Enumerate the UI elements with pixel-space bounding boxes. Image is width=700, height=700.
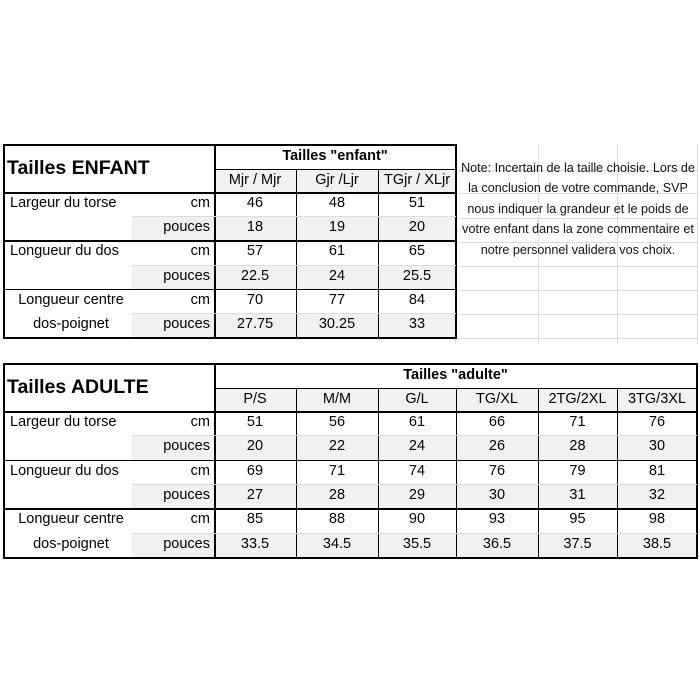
value-in: 24	[328, 267, 346, 284]
table-border	[214, 169, 456, 170]
grid-line	[455, 290, 698, 291]
size-label: P/S	[243, 391, 267, 407]
value-in: 22	[328, 438, 346, 455]
value-in: 24	[408, 438, 426, 455]
value-cm: 61	[408, 414, 426, 430]
value-in: 38.5	[642, 535, 672, 552]
value-in: 26	[488, 438, 506, 455]
table-border	[617, 388, 618, 557]
value-cm: 93	[488, 511, 506, 528]
row-label: Largeur du torse	[10, 195, 117, 211]
value-in: 30.25	[318, 316, 356, 332]
value-cm: 71	[569, 414, 586, 430]
value-cm: 95	[569, 511, 586, 528]
value-in: 22.5	[240, 267, 270, 284]
value-cm: 48	[328, 195, 346, 211]
size-label: Mjr / Mjr	[228, 172, 282, 188]
value-in: 30	[488, 486, 506, 503]
row-label: dos-poignet	[33, 316, 109, 332]
size-label: G/L	[405, 391, 429, 407]
unit-cm: cm	[190, 511, 210, 528]
row-label: Longueur centre	[18, 511, 124, 528]
value-cm: 70	[246, 291, 264, 308]
table-border	[3, 337, 456, 339]
value-in: 27	[246, 486, 264, 503]
value-in: 29	[408, 486, 426, 503]
value-in: 31	[569, 486, 586, 503]
size-label: TGjr / XLjr	[383, 172, 451, 188]
grid-line	[132, 484, 697, 485]
value-cm: 98	[648, 511, 666, 528]
row-label: Longueur du dos	[10, 462, 119, 479]
table-border	[3, 144, 456, 146]
table-border	[3, 289, 456, 291]
unit-cm: cm	[190, 414, 210, 430]
value-cm: 57	[246, 243, 264, 260]
table-title: Tailles ADULTE	[7, 376, 149, 398]
table-title: Tailles ENFANT	[7, 157, 150, 179]
table-border	[214, 388, 697, 389]
table-border	[296, 388, 297, 557]
table-border	[456, 388, 457, 557]
size-label: 2TG/2XL	[548, 391, 607, 407]
value-in: 36.5	[482, 535, 512, 552]
unit-in: pouces	[163, 535, 210, 552]
value-cm: 51	[246, 414, 264, 430]
value-in: 18	[246, 219, 264, 236]
value-cm: 61	[328, 243, 346, 260]
value-in: 27.75	[236, 316, 274, 332]
value-cm: 69	[246, 462, 264, 479]
group-header: Tailles "adulte"	[403, 367, 508, 383]
grid-line	[132, 313, 456, 314]
grid-line	[132, 216, 456, 217]
value-in: 20	[246, 438, 264, 455]
table-border	[3, 557, 697, 559]
size-note: Note: Incertain de la taille choisie. Lors de la conclusion de votre commande, SVP nous indiquer la grandeur et le poids de votre enfant dans la zone commentaire et notre personnel validera vos choix.	[461, 161, 695, 257]
unit-cm: cm	[190, 243, 210, 260]
table-border	[378, 169, 379, 337]
table-border	[296, 169, 297, 337]
size-label: Gjr /Ljr	[315, 172, 359, 188]
value-cm: 79	[569, 462, 586, 479]
value-in: 30	[648, 438, 666, 455]
table-border	[378, 388, 379, 557]
unit-in: pouces	[163, 219, 210, 236]
grid-line	[132, 435, 697, 436]
value-in: 25.5	[402, 267, 432, 284]
size-label: TG/XL	[476, 391, 518, 407]
value-in: 37.5	[563, 535, 592, 552]
table-border	[3, 508, 697, 510]
table-border	[3, 460, 697, 462]
grid-line	[455, 338, 698, 339]
unit-in: pouces	[163, 316, 210, 332]
size-label: M/M	[322, 391, 352, 407]
value-in: 32	[648, 486, 666, 503]
row-label: Longueur centre	[18, 291, 124, 308]
value-cm: 66	[488, 414, 506, 430]
value-cm: 56	[328, 414, 346, 430]
value-cm: 84	[408, 291, 426, 308]
value-in: 34.5	[322, 535, 352, 552]
grid-line	[132, 533, 697, 534]
value-cm: 65	[408, 243, 426, 260]
value-cm: 71	[328, 462, 346, 479]
value-in: 28	[328, 486, 346, 503]
value-in: 33.5	[240, 535, 270, 552]
size-label: 3TG/3XL	[627, 391, 687, 407]
value-cm: 88	[328, 511, 346, 528]
value-in: 28	[569, 438, 586, 455]
grid-line	[455, 266, 698, 267]
value-cm: 74	[408, 462, 426, 479]
value-cm: 51	[408, 195, 426, 211]
value-cm: 77	[328, 291, 346, 308]
value-in: 19	[328, 219, 346, 236]
unit-in: pouces	[163, 486, 210, 503]
table-border	[3, 411, 697, 413]
value-cm: 76	[488, 462, 506, 479]
group-header: Tailles "enfant"	[282, 148, 388, 164]
value-cm: 81	[648, 462, 666, 479]
grid-line	[132, 265, 456, 266]
value-in: 33	[408, 316, 426, 332]
value-cm: 85	[246, 511, 264, 528]
grid-line	[455, 314, 698, 315]
row-label: dos-poignet	[33, 535, 109, 552]
unit-in: pouces	[163, 267, 210, 284]
value-in: 35.5	[402, 535, 432, 552]
table-border	[3, 192, 456, 194]
unit-in: pouces	[163, 438, 210, 455]
unit-cm: cm	[190, 195, 210, 211]
row-label: Longueur du dos	[10, 243, 119, 260]
value-cm: 76	[648, 414, 666, 430]
table-border	[3, 240, 456, 242]
unit-cm: cm	[190, 462, 210, 479]
unit-cm: cm	[190, 291, 210, 308]
value-cm: 90	[408, 511, 426, 528]
value-in: 20	[408, 219, 426, 236]
value-cm: 46	[246, 195, 264, 211]
table-border	[3, 363, 697, 365]
table-border	[538, 388, 539, 557]
row-label: Largeur du torse	[10, 414, 117, 430]
